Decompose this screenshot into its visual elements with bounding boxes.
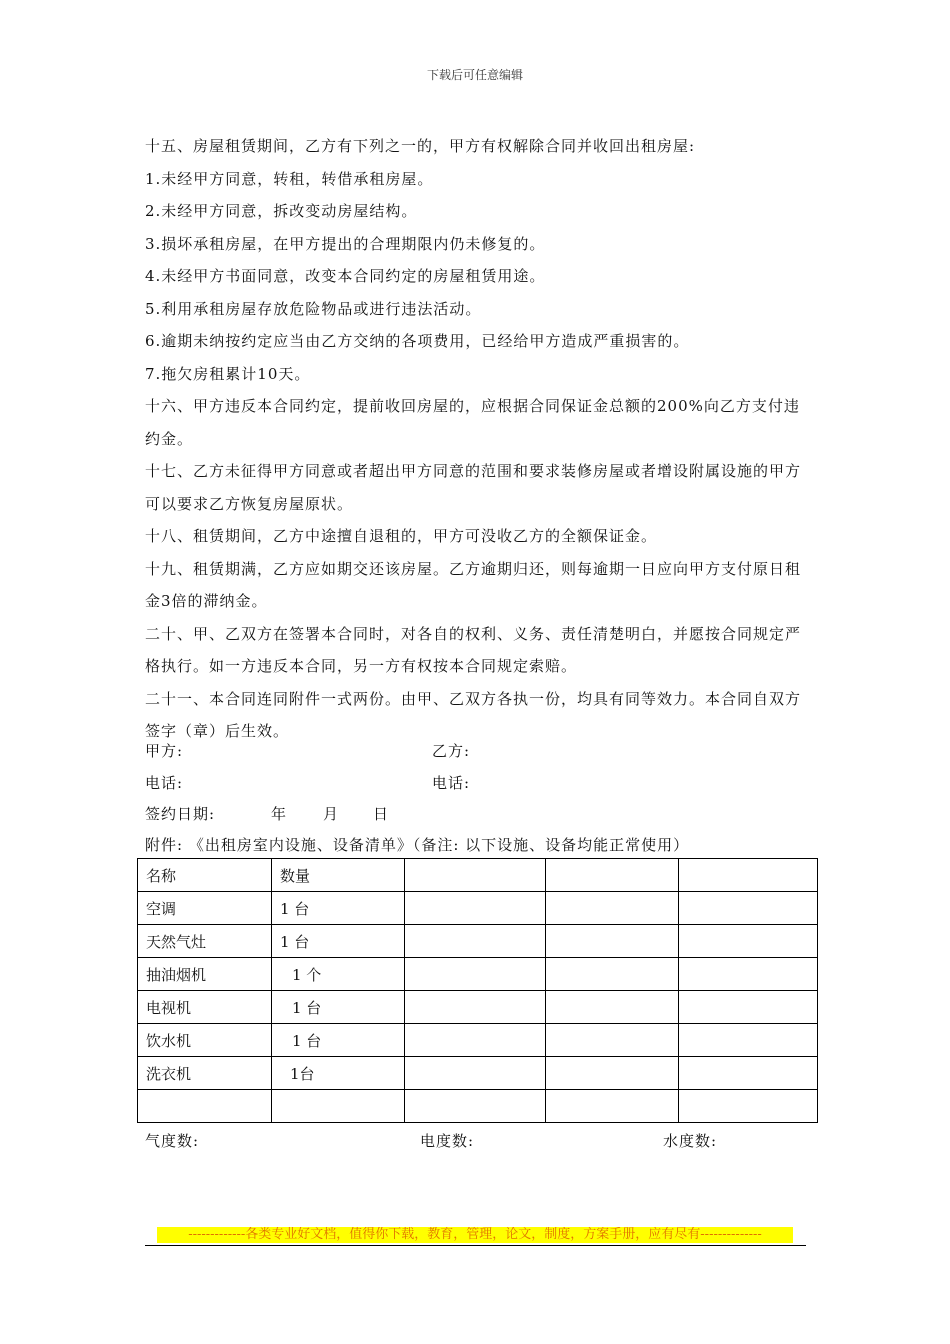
clause-16: 十六、甲方违反本合同约定，提前收回房屋的，应根据合同保证金总额的200%向乙方支付违约金。 — [145, 397, 800, 448]
item-name: 天然气灶 — [138, 925, 272, 958]
table-cell — [679, 892, 818, 925]
party-b-label: 乙方: — [432, 742, 471, 760]
phone-b-label: 电话: — [432, 774, 471, 792]
footer-banner: -------------各类专业好文档，值得你下载，教育，管理，论文，制度，方案手册，应有尽有-------------- — [157, 1227, 793, 1243]
page-header: 下载后可任意编辑 — [426, 68, 523, 82]
table-cell — [679, 925, 818, 958]
clause-15-item-4: 4.未经甲方书面同意，改变本合同约定的房屋租赁用途。 — [145, 267, 546, 285]
header-empty — [679, 859, 818, 892]
table-cell — [679, 1024, 818, 1057]
table-cell — [405, 958, 546, 991]
item-quantity — [272, 1090, 405, 1123]
clause-15: 十五、房屋租赁期间，乙方有下列之一的，甲方有权解除合同并收回出租房屋: — [145, 137, 696, 155]
party-a-label: 甲方: — [145, 742, 184, 760]
table-row — [138, 1057, 818, 1090]
clause-15-item-3: 3.损坏承租房屋，在甲方提出的合理期限内仍未修复的。 — [145, 234, 546, 253]
item-quantity: 1 个 — [272, 958, 405, 991]
date-day: 日 — [373, 805, 389, 823]
clause-19: 十九、租赁期满，乙方应如期交还该房屋。乙方逾期归还，则每逾期一日应向甲方支付原日租金3倍的滞纳金。 — [145, 559, 802, 610]
item-name: 抽油烟机 — [138, 958, 272, 991]
item-quantity: 1台 — [272, 1057, 405, 1090]
table-cell — [679, 1057, 818, 1090]
table-cell — [405, 892, 546, 925]
item-name: 电视机 — [138, 991, 272, 1024]
water-reading-label: 水度数: — [663, 1132, 718, 1150]
footer-divider — [145, 1245, 806, 1246]
clause-15-item-5: 5.利用承租房屋存放危险物品或进行违法活动。 — [145, 299, 482, 318]
table-cell — [546, 1024, 679, 1057]
table-row — [138, 1024, 818, 1057]
header-empty — [546, 859, 679, 892]
table-cell — [546, 958, 679, 991]
item-name: 空调 — [138, 892, 272, 925]
table-cell — [405, 925, 546, 958]
table-cell — [679, 1090, 818, 1123]
table-cell — [405, 1057, 546, 1090]
table-cell — [679, 991, 818, 1024]
item-quantity: 1 台 — [272, 892, 405, 925]
table-row — [138, 1090, 818, 1123]
table-cell — [546, 991, 679, 1024]
table-cell — [546, 1090, 679, 1123]
clause-15-item-6: 6.逾期未纳按约定应当由乙方交纳的各项费用，已经给甲方造成严重损害的。 — [145, 332, 690, 350]
table-cell — [405, 991, 546, 1024]
table-cell — [679, 958, 818, 991]
item-name — [138, 1090, 272, 1123]
table-cell — [546, 1057, 679, 1090]
phone-a-label: 电话: — [145, 774, 184, 792]
table-cell — [546, 925, 679, 958]
item-name: 洗衣机 — [138, 1057, 272, 1090]
table-cell — [405, 1090, 546, 1123]
table-row — [138, 925, 818, 958]
table-cell — [405, 1024, 546, 1057]
clause-21: 二十一、本合同连同附件一式两份。由甲、乙双方各执一份，均具有同等效力。本合同自双方签字（章）后生效。 — [145, 689, 802, 740]
item-quantity: 1 台 — [272, 925, 405, 958]
table-row — [138, 958, 818, 991]
table-row — [138, 892, 818, 925]
item-quantity: 1 台 — [272, 1024, 405, 1057]
table-header-row — [138, 859, 818, 892]
header-empty — [405, 859, 546, 892]
clause-15-item-1: 1.未经甲方同意，转租，转借承租房屋。 — [145, 169, 434, 188]
gas-reading-label: 气度数: — [145, 1132, 200, 1150]
electric-reading-label: 电度数: — [420, 1132, 475, 1150]
attachment-title: 附件: 《出租房室内设施、设备清单》（备注: 以下设施、设备均能正常使用） — [145, 836, 690, 854]
signing-date-label: 签约日期: — [145, 805, 216, 823]
clause-17: 十七、乙方未征得甲方同意或者超出甲方同意的范围和要求装修房屋或者增设附属设施的甲方可以要求乙方恢复房屋原状。 — [145, 462, 802, 513]
table-row — [138, 991, 818, 1024]
date-year: 年 — [271, 805, 287, 823]
clause-15-item-2: 2.未经甲方同意，拆改变动房屋结构。 — [145, 202, 418, 220]
date-month: 月 — [323, 805, 339, 823]
equipment-table — [137, 858, 818, 1123]
table-cell — [546, 892, 679, 925]
clause-20: 二十、甲、乙双方在签署本合同时，对各自的权利、义务、责任清楚明白，并愿按合同规定严格执行。如一方违反本合同，另一方有权按本合同规定索赔。 — [145, 624, 802, 675]
clause-18: 十八、租赁期间，乙方中途擅自退租的，甲方可没收乙方的全额保证金。 — [145, 527, 658, 545]
item-quantity: 1 台 — [272, 991, 405, 1024]
item-name: 饮水机 — [138, 1024, 272, 1057]
contract-body — [145, 130, 813, 748]
header-quantity: 数量 — [272, 859, 405, 892]
clause-15-item-7: 7.拖欠房租累计10天。 — [145, 364, 311, 383]
header-name: 名称 — [138, 859, 272, 892]
